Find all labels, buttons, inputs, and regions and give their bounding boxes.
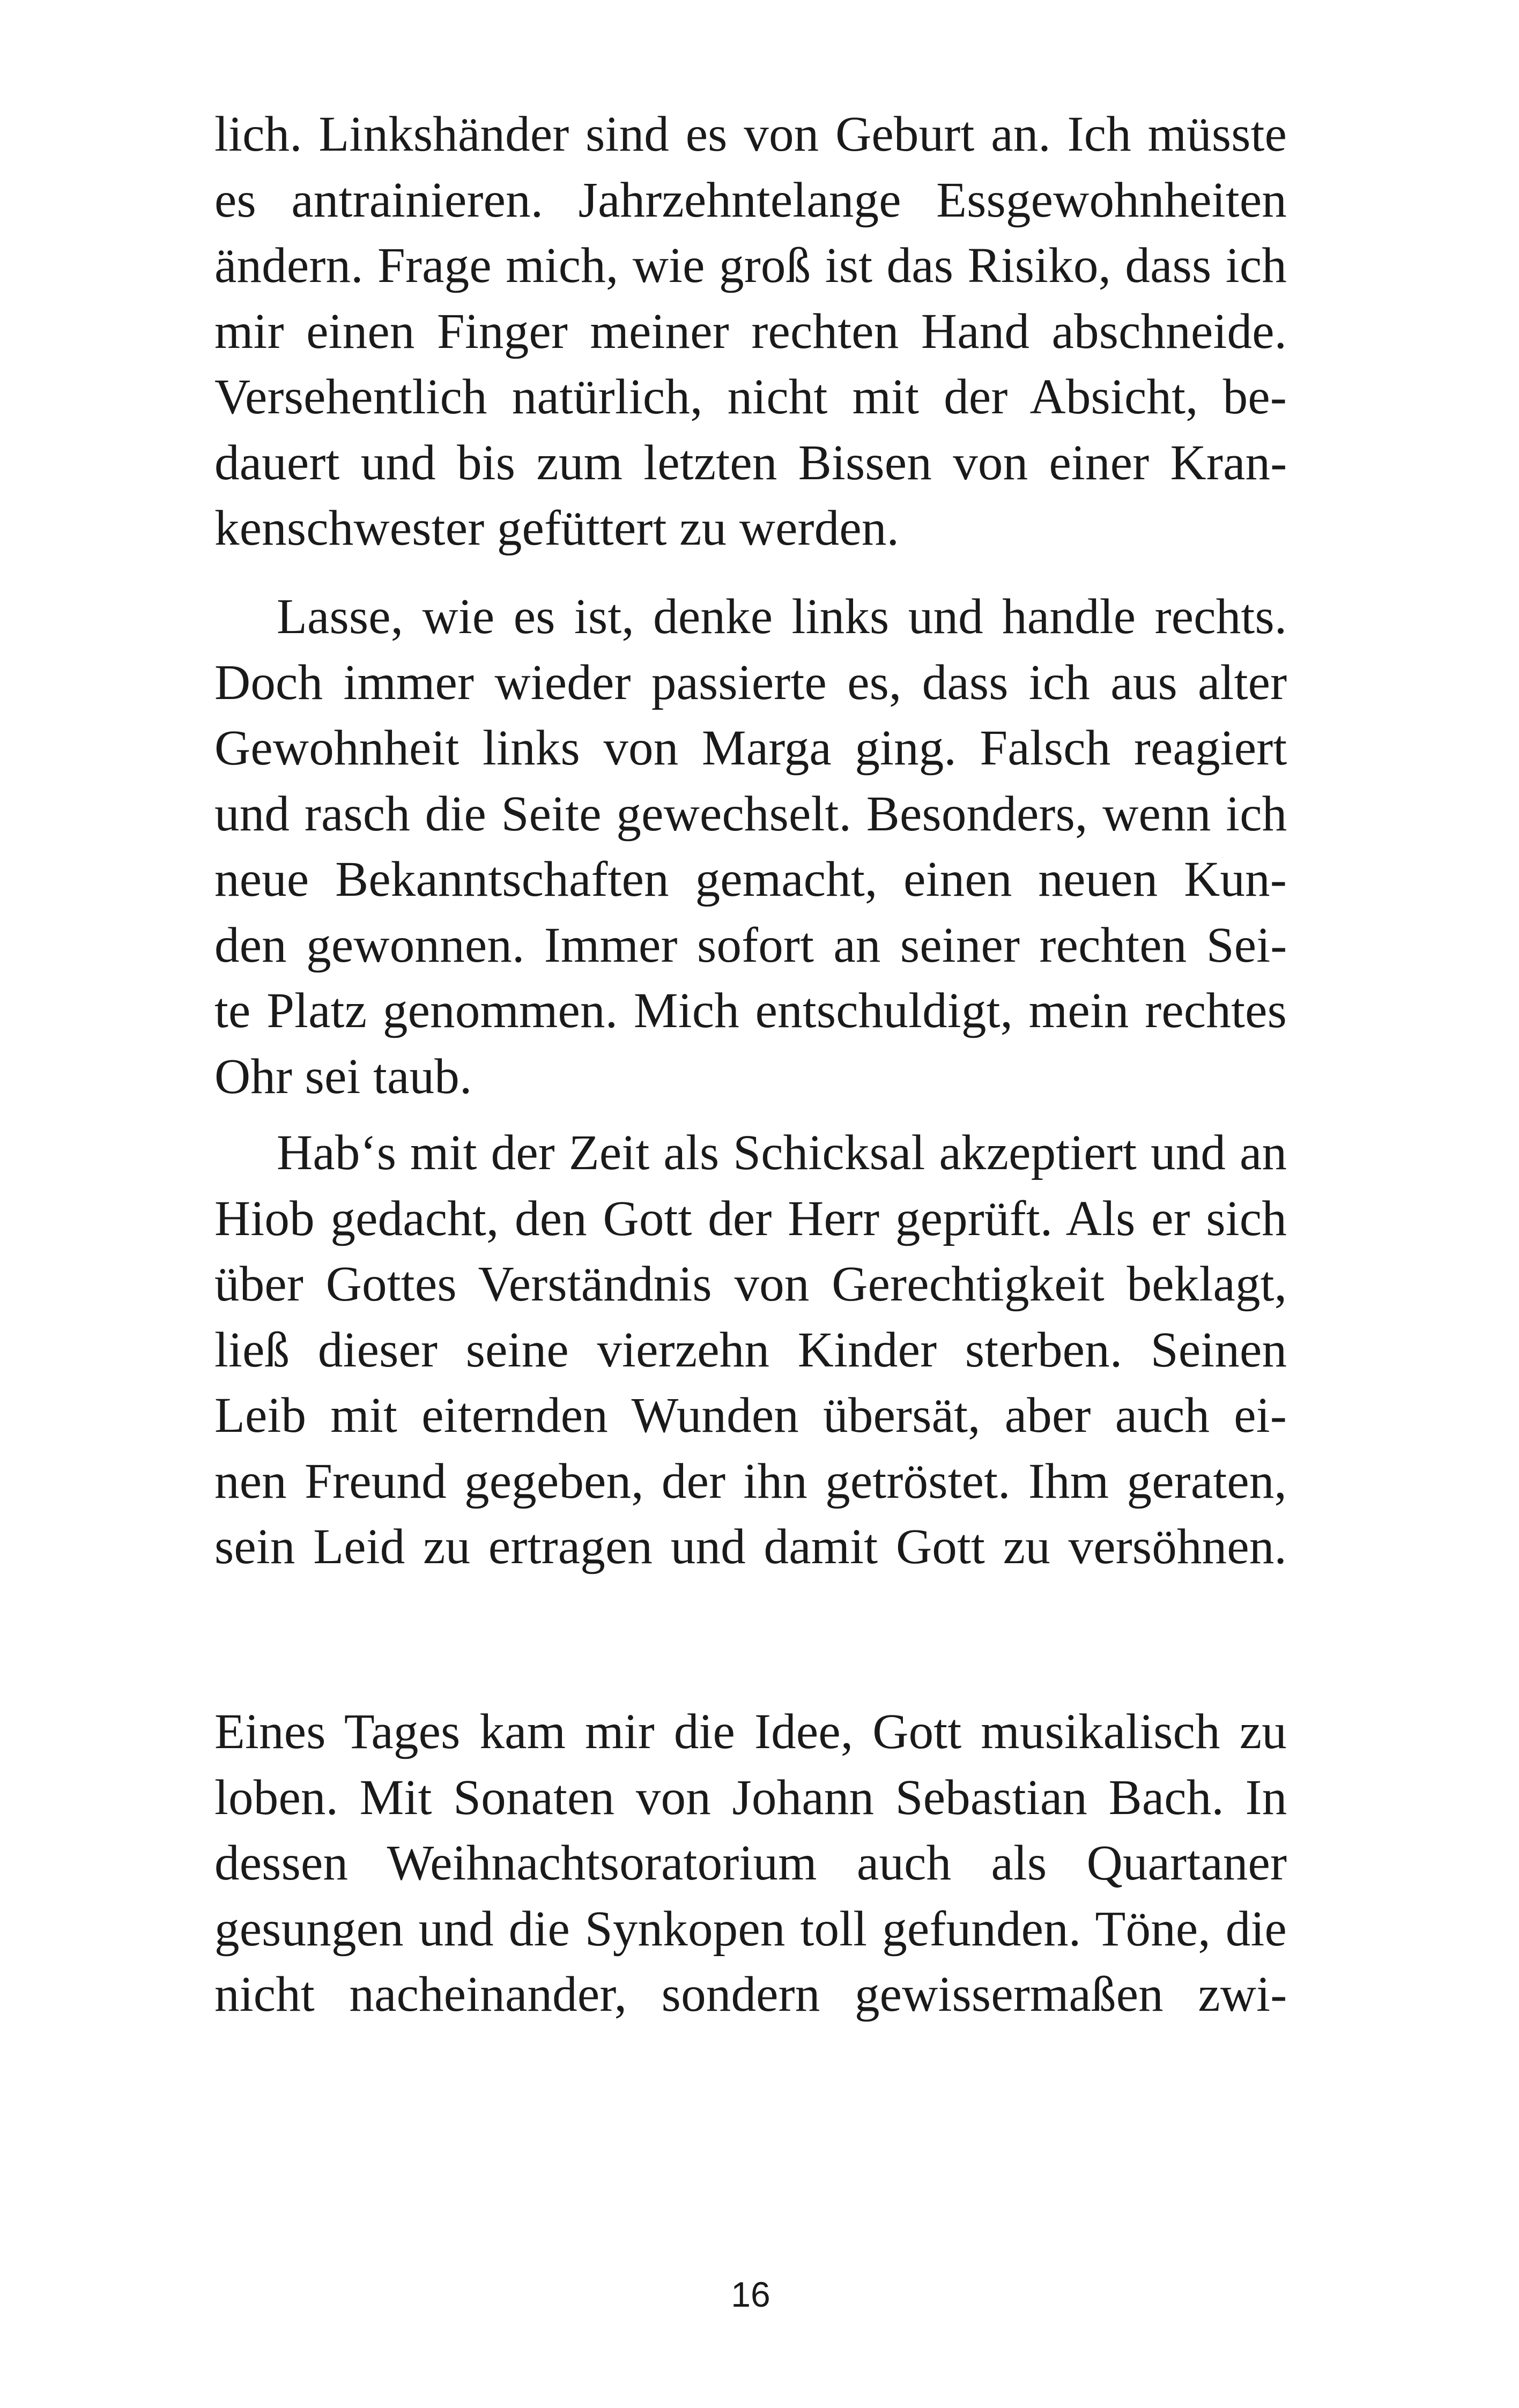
text-line: Leib mit eiternden Wunden übersät, aber auch ei- bbox=[214, 1388, 1287, 1443]
text-line: ändern. Frage mich, wie groß ist das Risiko, dass ich bbox=[214, 238, 1287, 293]
text-line: Versehentlich natürlich, nicht mit der Absicht, be- bbox=[214, 369, 1287, 425]
page-number: 16 bbox=[731, 2275, 770, 2314]
text-line: gesungen und die Synkopen toll gefunden. Töne, die bbox=[214, 1901, 1287, 1957]
text-line: es antrainieren. Jahrzehntelange Essgewohnheiten bbox=[214, 172, 1287, 228]
text-line: dessen Weihnachtsoratorium auch als Quartaner bbox=[214, 1835, 1287, 1891]
paragraph-4 bbox=[214, 1699, 1287, 2028]
text-line: Hiob gedacht, den Gott der Herr geprüft. Als er sich bbox=[214, 1191, 1287, 1246]
text-line: nen Freund gegeben, der ihn getröstet. Ihm geraten, bbox=[214, 1453, 1287, 1509]
text-line: Gewohnheit links von Marga ging. Falsch reagiert bbox=[214, 720, 1287, 776]
text-line: ließ dieser seine vierzehn Kinder sterben. Seinen bbox=[214, 1322, 1287, 1378]
text-line: neue Bekanntschaften gemacht, einen neuen Kun- bbox=[214, 852, 1287, 907]
text-line: lich. Linkshänder sind es von Geburt an. Ich müsste bbox=[214, 107, 1287, 162]
text-line: mir einen Finger meiner rechten Hand abschneide. bbox=[214, 303, 1287, 359]
paragraph-3 bbox=[214, 1120, 1287, 1580]
paragraph-2 bbox=[214, 584, 1287, 1110]
text-line: loben. Mit Sonaten von Johann Sebastian Bach. In bbox=[214, 1770, 1287, 1825]
text-line: und rasch die Seite gewechselt. Besonders, wenn ich bbox=[214, 786, 1287, 842]
text-line: Lasse, wie es ist, denke links und handle rechts. bbox=[277, 589, 1287, 644]
book-page bbox=[214, 0, 1287, 2408]
text-line: den gewonnen. Immer sofort an seiner rechten Sei- bbox=[214, 917, 1287, 973]
text-line: te Platz genommen. Mich entschuldigt, mein rechtes bbox=[214, 983, 1287, 1038]
text-line: über Gottes Verständnis von Gerechtigkeit beklagt, bbox=[214, 1257, 1287, 1312]
text-line: sein Leid zu ertragen und damit Gott zu versöhnen. bbox=[214, 1519, 1287, 1574]
text-line: Hab‘s mit der Zeit als Schicksal akzeptiert und an bbox=[277, 1125, 1287, 1180]
text-line: Eines Tages kam mir die Idee, Gott musikalisch zu bbox=[214, 1704, 1287, 1759]
text-line: dauert und bis zum letzten Bissen von einer Kran- bbox=[214, 435, 1287, 490]
text-line: Ohr sei taub. bbox=[214, 1049, 472, 1104]
text-line: kenschwester gefüttert zu werden. bbox=[214, 501, 900, 556]
paragraph-1 bbox=[214, 102, 1287, 562]
text-line: Doch immer wieder passierte es, dass ich aus alter bbox=[214, 655, 1287, 710]
text-line: nicht nacheinander, sondern gewissermaßen zwi- bbox=[214, 1967, 1287, 2022]
